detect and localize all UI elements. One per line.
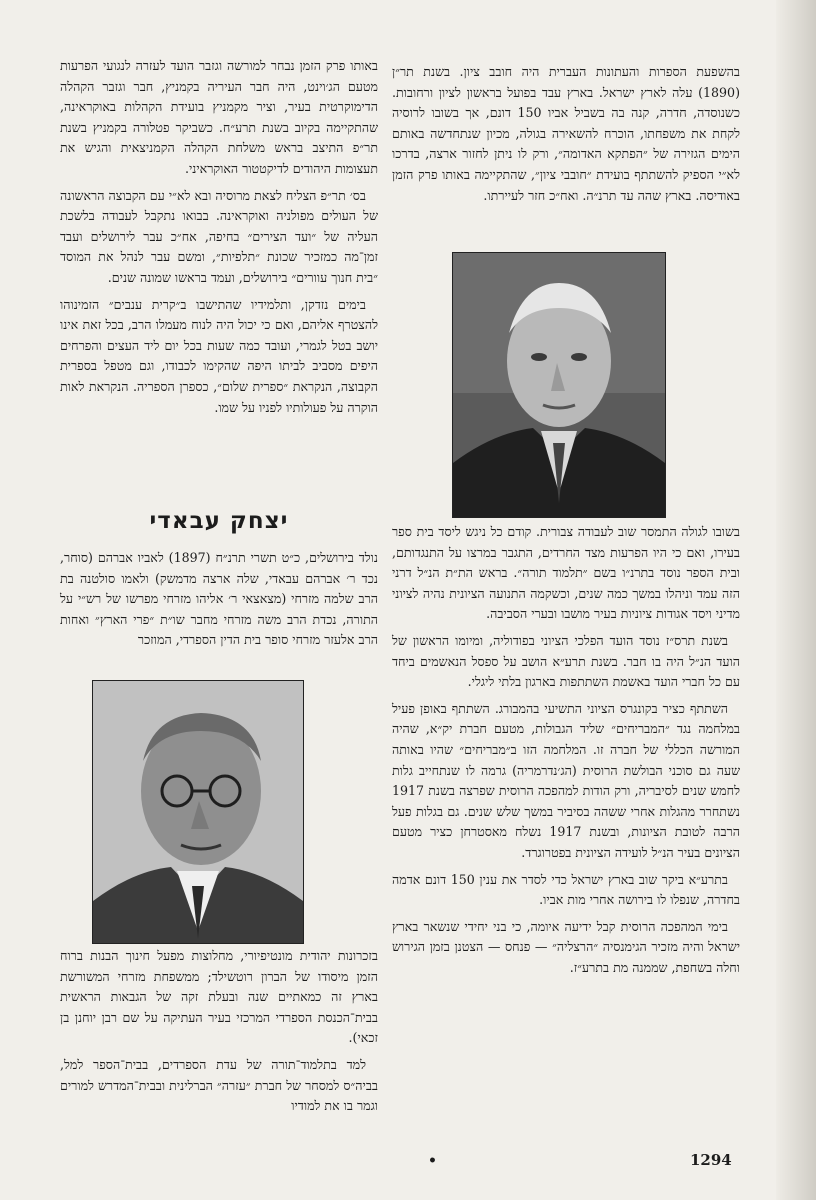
paragraph: בזכרונות יהודית מונטיפיורי, מחלוצות מפעל חינוך הבנות ברוח הזמן מיסודו של הברון רוטשילד; ממשפחת מזרחי המשורשת בארץ זה כמאתיים שנה ובעלת זקה של הגבאות הראשית בבית־הכנסת הספרדי המרכזי בעיר העתיקה על שם רבן יוחנן בן זכאי). bbox=[60, 948, 378, 1046]
book-binding-edge bbox=[776, 0, 816, 1200]
section-title: יצחק עבאדי bbox=[149, 508, 289, 534]
paragraph: בשובו לגולה התמסר שוב לעבודה צבורית. קודם כל ניגש ליסד בית ספר בעירו, ואם כי היו הפרעות מצד החרדים, התגבר במרצו על התנגדותם, ובית הספר נוסד בתרנ״ו בשם ״תלמוד תורה״. בראש הת״ת הנ״ל דרני הזה עמד וניהלו במשך כמה שנים, וכשקמה התנועה הציונית נהיה לציוני מדיני ויסד אגודות ציוניות בעיר מושבו ובערי הסביבה. bbox=[392, 524, 740, 622]
paragraph: בימי המהפכה הרוסית קבל ידיעה איומה, כי בני יחידי שנשאר בארץ ישראל והיה מזכיר הגימנסיה ״הרצליה״ — פנחס — הצטנן בזמן הגירוש וחלה בשחפת, שממנה מת בתרע״ז. bbox=[392, 918, 740, 975]
paragraph: בס׳ תר״פ הצליח לצאת מרוסיה ובא לא״י עם הקבוצה הראשונה של העולים מפולניה ואוקראינה. בבואו נתקבל לעבודה בלשכת העליה של ״ועד הצירים״ בחיפה, אח״כ עבר לירושלים ועבד זמן־מה כמזכיר שכונת ״תלפיות״, ומשם עבר לנהל את המוסד ״בית חנוך עוורים״ בירושלים, ועמד בראשו שמונה שנים. bbox=[60, 187, 378, 285]
portrait-photo-man-1 bbox=[452, 252, 666, 518]
paragraph: בהשפעת הספרות והעתונות העברית היה חובב ציון. בשנת תר״ן (1890) עלה לארץ ישראל. בארץ עבד בפועל בראשון לציון ורחובות. כשנוסדה, חדרה, קנה בה בשביל אביו 150 דונם, אך בשובו לרוסיה לקחת את משפחתו, הוכרח להשאירה בגולה, מכיון שנתחדשה באותם הימים הגזירה של ״הפתקא האדומה״, ורק לו ניתן לחזור ארצה, בדרכו לא״י הספיק להשתתף בועידת ״חובבי ציון״, שהתקיימה באותו פרק הזמן באודיסה. בארץ שהה עד תרנ״ה. ואח״כ חזר לעיירתו. bbox=[392, 64, 740, 203]
paragraph: באותו פרק הזמן נבחר למורשה וגזבר הועד לעזרה לנגועי הפרעות מטעם הג׳וינט, היה חבר העיריה בקמניץ, חבר וגזבר הקהלה הדימוקרטית בעיר, וציר מקמניץ בועידת הקהלות באוקראינה, שהתקיימה בקיוב בשנת תרע״ח. כשביקר פטלורה בקמניץ בשנת תר״פ התיצב בראש משלחת הקהלה הקמניצאית והגיש את תעצומות היהודים לדיקטטור האוקראיני. bbox=[60, 58, 378, 176]
left-column-top bbox=[60, 56, 378, 424]
left-column-bottom bbox=[60, 946, 378, 1123]
paragraph: בשנת תרס״ז נוסד הועד הפלכי הציוני בפודוליה, ומיומו הראשון של הועד הנ״ל היה בו חבר. בשנת תרע״א הושב על ספסל הנאשמים ביחד עם כל חברי הועד באשמת השתתפות בארגון בלתי ליגלי. bbox=[392, 632, 740, 690]
paragraph: בתרע״א ביקר שוב בארץ ישראל כדי לסדר את ענין 150 דונם אדמה בחדרה, שנפלו לו בירושה אחרי מות אביו. bbox=[392, 871, 740, 908]
right-column-bottom bbox=[392, 522, 740, 984]
left-column-mid bbox=[60, 548, 378, 657]
paragraph: השתתף כציר בקונגרס הציוני התשיעי בהמבורג. השתתף באופן פעיל במלחמה נגד ״המבריחים״ שליד הגבולות, מטעם חברת יק״א, שהיה המורשה הכללי של חברה זו. המלחמה הזו ב״מבריחים״ שהיו באותה שעה גם סוכני הבולשת הרוסית (הג׳נדרמריה) גרמה לו שנתחייב גלות לחמש שנים לסיבריה, ורק הודות למהפכה הרוסית שפרצה בשנת 1917 נשתחרר מהגלות אחרי ששהה בסיביר במשך שלש שנים. גם בגלות פעל הרבה לטובת הציונות, ובשנת 1917 נשלח מאסטרחן כציר מטעם הציונים בעיר הנ״ל לועידה הציונית בפטרוגרד. bbox=[392, 700, 741, 860]
paragraph: בימים נזדקן, ותלמידיו שהתישבו ב״קרית ענבים״ הזמינוהו להצטרף אליהם, ואם כי יכול היה לנוח מעמלו הרב, בכל זאת אינו יושב בטל לגמרי, ועובד כמה שעות בכל יום ליד העצים והפרחים היפים מסביב לביתו היפה שהקימו לכבודו, וגם מטפל בספרית הקבוצה, הנקראת ״ספרית שלום״, כספרן הספריה. הנקראת לאות הוקרה על פעולותיו לפניו על שמו. bbox=[60, 296, 378, 415]
paragraph: נולד בירושלים, כ״ט תשרי תרנ״ח (1897) לאביו אברהם (סוחר, נכד ר׳ אברהם עבאדי, שלה ארצה מדמשק) ולאמו סולטנה בת הרב שלמה מזרחי (מצאצאי ר׳ אליהו מזרחי מפרשו של רש״י על התורה, נכדת הרב משה מזרחי מחבר שו״ת ״פרי הארץ״ ואחות הרב אלעזר מזרחי סופר בית הדין הספרדי, המוזכר bbox=[60, 550, 378, 648]
right-column-top bbox=[392, 62, 740, 212]
portrait-photo-man-2 bbox=[92, 680, 304, 944]
paragraph: למד בתלמוד־תורה של עדת הספרדים, בבית־הספר למל, בביה״ס למסחר של חברת ״עזרה״ הברלינית ובבית־המדרש למורים וגמר בו את למודיו bbox=[60, 1056, 378, 1114]
footer-mark: • bbox=[428, 1153, 437, 1169]
page-number: 1294 bbox=[690, 1151, 732, 1169]
